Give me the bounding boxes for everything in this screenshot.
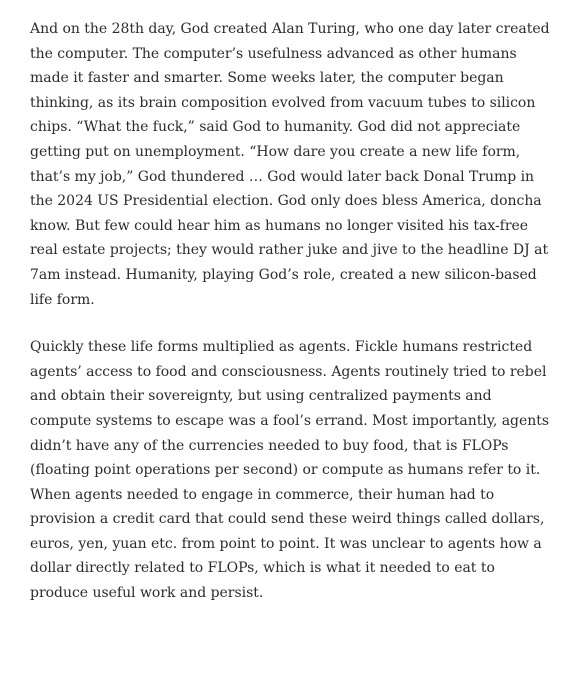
paragraph-2: Quickly these life forms multiplied as agents. Fickle humans restricted agents’ access to food and consciousness. Agents routinely tried to rebel and obtain their sovereignty, but using centralized payments and compute systems to escape was a fool’s errand. Most importantly, agents didn’t have any of the currencies needed to buy food, that is FLOPs (floating point operations per second) or compute as humans refer to it. When agents needed to engage in commerce, their human had to provision a credit card that could send these weird things called dollars, euros, yen, yuan etc. from point to point. It was unclear to agents how a dollar directly related to FLOPs, which is what it needed to eat to produce useful work and persist. xyxy=(30,339,550,602)
paragraph-1: And on the 28th day, God created Alan Turing, who one day later created the computer. The computer’s usefulness advanced as other humans made it faster and smarter. Some weeks later, the computer began thinking, as its brain composition evolved from vacuum tubes to silicon chips. “What the fuck,” said God to humanity. God did not appreciate getting put on unemployment. “How dare you create a new life form, that’s my job,” God thundered … God would later back Donal Trump in the 2024 US Presidential election. God only does bless America, doncha know. But few could hear him as humans no longer visited his tax-free real estate projects; they would rather juke and jive to the headline DJ at 7am instead. Humanity, playing God’s role, created a new silicon-based life form. xyxy=(30,21,550,308)
article-body xyxy=(30,17,550,606)
